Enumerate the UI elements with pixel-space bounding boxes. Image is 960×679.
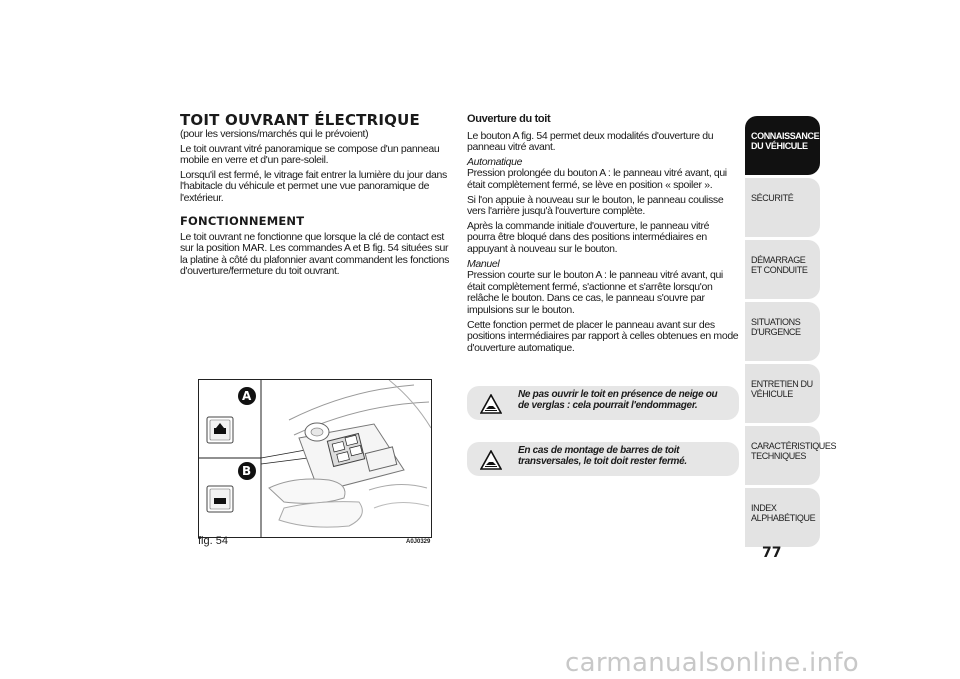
paragraph: Cette fonction permet de placer le panneau avant sur des positions intermédiaires par rapport à celles obtenues en mode d'ouverture automatique. <box>467 318 739 354</box>
section-title: TOIT OUVRANT ÉLECTRIQUE <box>180 111 420 129</box>
subsection-heading: FONCTIONNEMENT <box>180 213 305 228</box>
tab-entretien[interactable]: ENTRETIEN DU VÉHICULE <box>745 364 820 423</box>
paragraph: Le bouton A fig. 54 permet deux modalités d'ouverture du panneau vitré avant. <box>467 129 714 154</box>
paragraph: Lorsqu'il est fermé, le vitrage fait entrer la lumière du jour dans l'habitacle du véhicule et permet une vue panoramique de l'extérieur. <box>180 168 447 204</box>
figure-54 <box>198 379 432 538</box>
page-number: 77 <box>762 545 782 561</box>
tab-demarrage[interactable]: DÉMARRAGE ET CONDUITE <box>745 240 820 299</box>
paragraph: Après la commande initiale d'ouverture, le panneau vitré pourra être bloqué dans des positions intermédiaires en appuyant à nouveau sur le bouton. <box>467 219 710 255</box>
tab-connaissance[interactable]: CONNAISSANCE DU VÉHICULE <box>745 116 820 175</box>
label-manual: Manuel <box>467 257 500 270</box>
tab-securite[interactable]: SÉCURITÉ <box>745 178 820 237</box>
tab-caracteristiques[interactable]: CARACTÉRISTIQUES TECHNIQUES <box>745 426 820 485</box>
paragraph: Le toit ouvrant ne fonctionne que lorsque la clé de contact est sur la position MAR. Les commandes A et B fig. 54 situées sur la platine à côté du plafonnier avant commandent les fonctions d'ouverture/fermeture du toit ouvrant. <box>180 230 449 278</box>
figure-caption: fig. 54 <box>198 535 228 547</box>
paragraph: Pression courte sur le bouton A : le panneau vitré avant, qui était complètement fermé, s'actionne et s'arrête lorsqu'on relâche le bouton. Dans ce cas, le panneau s'ouvre par impulsions sur le bouton. <box>467 269 723 316</box>
tab-index[interactable]: INDEX ALPHABÉTIQUE <box>745 488 820 547</box>
watermark: carmanualsonline.info <box>565 648 860 678</box>
roof-controls-illustration <box>199 380 431 537</box>
left-column <box>180 112 452 281</box>
warning-text: En cas de montage de barres de toit transversales, le toit doit rester fermé. <box>518 445 687 467</box>
callout-b: B <box>242 464 252 478</box>
warning-box <box>467 442 739 476</box>
paragraph: Pression prolongée du bouton A : le panneau vitré avant, qui était complètement fermé, se lève en position « spoiler ». <box>467 167 727 191</box>
warning-triangle-icon <box>480 394 502 414</box>
section-subtitle: (pour les versions/marchés qui le prévoient) <box>180 128 369 140</box>
right-column <box>467 114 739 357</box>
label-automatic: Automatique <box>467 155 523 168</box>
paragraph: Si l'on appuie à nouveau sur le bouton, le panneau coulisse vers l'arrière jusqu'à l'ouverture complète. <box>467 193 724 218</box>
tab-urgence[interactable]: SITUATIONS D'URGENCE <box>745 302 820 361</box>
subheading-opening: Ouverture du toit <box>467 113 551 125</box>
warning-box <box>467 386 739 420</box>
paragraph: Le toit ouvrant vitré panoramique se compose d'un panneau mobile en verre et d'un pare-soleil. <box>180 142 440 167</box>
warning-text: Ne pas ouvrir le toit en présence de neige ou de verglas : cela pourrait l'endommager. <box>518 389 718 411</box>
callout-a: A <box>242 389 252 403</box>
figure-code: A0J0329 <box>406 539 431 545</box>
warning-triangle-icon <box>480 450 502 470</box>
